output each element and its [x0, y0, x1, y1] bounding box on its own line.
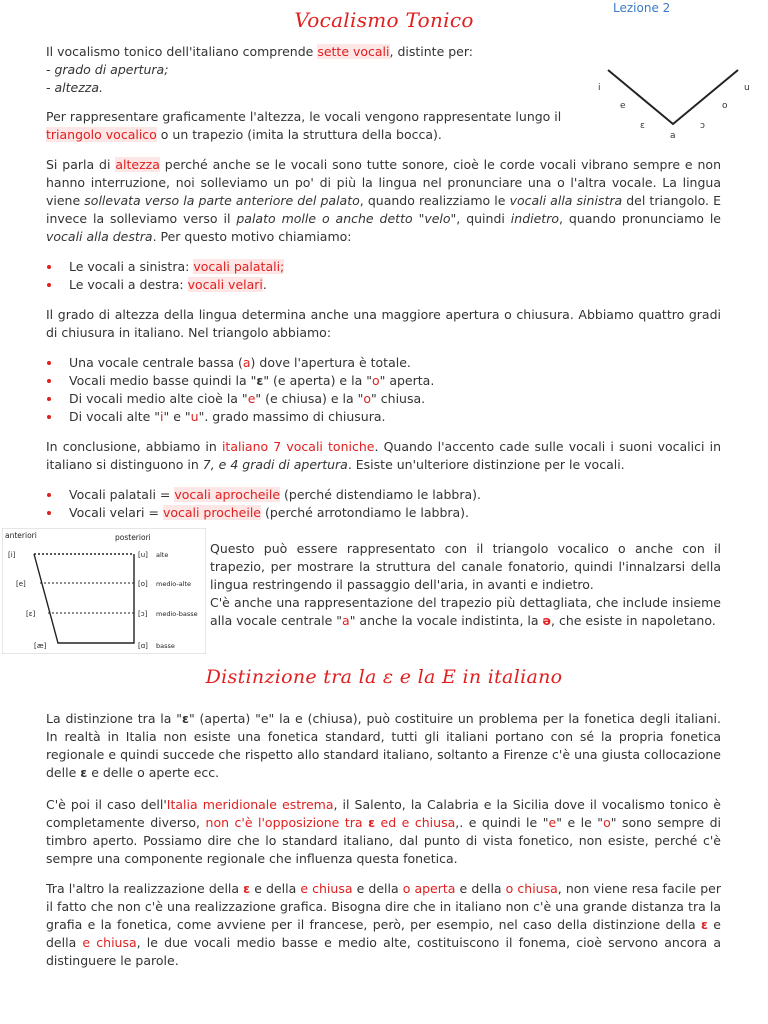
svg-text:[o]: [o] — [138, 580, 148, 588]
paragraph-conclusion: In conclusione, abbiamo in italiano 7 vocali toniche. Quando l'accento cade sulle vocali i suoni vocalici in italiano si distinguono in 7, e 4 gradi di apertura. Esiste un'ulteriore distinzione per le vocali. — [46, 439, 721, 472]
list-item: Le vocali a sinistra: vocali palatali; — [46, 258, 646, 276]
list-item: Vocali medio basse quindi la "ɛ" (e aperta) e la "o" aperta. — [46, 372, 686, 390]
bullet-list-lips — [46, 486, 686, 522]
list-item: Vocali palatali = vocali aprocheile (perché distendiamo le labbra). — [46, 486, 686, 504]
vowel-label: a — [670, 131, 676, 140]
vowel-label: ɛ — [640, 121, 645, 131]
paragraph-altezza: Si parla di altezza perché anche se le vocali sono tutte sonore, cioè le corde vocali vibrano sempre e non hanno interruzione, noi solleviamo un po' di più la lingua nel pronunciare una o l'altra vocale. La lingua viene sollevata verso la parte anteriore del palato, quando realizziamo le vocali alla sinistra del triangolo. E invece la solleviamo verso il palato molle o anche detto "velo", quindi indietro, quando pronunciamo le vocali alla destra. Per questo motivo chiamiamo: — [46, 157, 721, 244]
label-anteriori: anteriori — [5, 531, 37, 540]
svg-text:[ɛ]: [ɛ] — [26, 610, 36, 618]
section-title: Distinzione tra la ɛ e la E in italiano — [205, 666, 563, 688]
page-title: Vocalismo Tonico — [294, 8, 474, 32]
list-item: Vocali velari = vocali procheile (perché arrotondiamo le labbra). — [46, 504, 686, 522]
svg-text:basse: basse — [156, 642, 175, 650]
list-item: Una vocale centrale bassa (a) dove l'apertura è totale. — [46, 354, 686, 372]
svg-text:[u]: [u] — [138, 551, 148, 559]
vowel-label: u — [744, 83, 750, 93]
bullet-list-position — [46, 258, 646, 294]
paragraph-distinzione-3: Tra l'altro la realizzazione della ɛ e della e chiusa e della o aperta e della o chiusa, non viene resa facile per il fatto che non c'è una realizzazione grafica. Bisogna dire che in italiano non c'è una grande distanza tra la grafia e la fonetica, come avviene per il francese, però, per esempio, nel caso della distinzione della ɛ e della e chiusa, le due vocali medio basse e medio alte, costituiscono il fonema, cioè servono ancora a distinguere le parole. — [46, 881, 721, 968]
svg-text:alte: alte — [156, 551, 169, 559]
svg-text:medio-alte: medio-alte — [156, 580, 192, 588]
vowel-label: i — [598, 83, 601, 93]
svg-text:[i]: [i] — [8, 551, 16, 559]
vowel-label: o — [722, 101, 728, 111]
highlight-altezza: altezza — [115, 157, 160, 172]
paragraph-distinzione-2: C'è poi il caso dell'Italia meridionale estrema, il Salento, la Calabria e la Sicilia dove il vocalismo tonico è completamente diverso, non c'è l'opposizione tra ɛ ed e chiusa,. e quindi le "e" e le "o" sono sempre di timbro aperto. Possiamo dire che lo standard italiano, dal punto di vista fonetico, non esiste, perché c'è sempre una componente regionale che influenza questa fonetica. — [46, 797, 721, 866]
bullet-list-degrees — [46, 354, 686, 426]
list-item: Di vocali alte "i" e "u". grado massimo di chiusura. — [46, 408, 686, 426]
vowel-trapezoid-diagram — [2, 528, 206, 654]
vowel-triangle-diagram — [592, 60, 760, 140]
label-posteriori: posteriori — [115, 533, 151, 542]
highlight-sette-vocali: sette vocali — [317, 44, 390, 59]
svg-text:medio-basse: medio-basse — [156, 610, 198, 618]
vowel-label: ɔ — [700, 121, 705, 131]
svg-text:[æ]: [æ] — [34, 642, 47, 650]
svg-text:[e]: [e] — [16, 580, 26, 588]
svg-text:[ɔ]: [ɔ] — [138, 610, 148, 618]
intro-paragraph: Il vocalismo tonico dell'italiano comprende sette vocali, distinte per: - grado di apertura; - altezza. — [46, 44, 473, 95]
highlight-triangolo: triangolo vocalico — [46, 127, 157, 142]
svg-text:[ɑ]: [ɑ] — [138, 642, 148, 650]
vowel-label: e — [620, 101, 626, 111]
paragraph-trapezio: Questo può essere rappresentato con il triangolo vocalico o anche con il trapezio, per mostrare la struttura del canale fonatorio, quindi l'innalzarsi della lingua restringendo il passaggio dell'aria, in avanti e indietro. C'è anche una rappresentazione del trapezio più dettagliata, che include insieme alla vocale centrale "a" anche la vocale indistinta, la ə, che esiste in napoletano. — [210, 541, 721, 628]
paragraph-grado: Il grado di altezza della lingua determina anche una maggiore apertura o chiusura. Abbiamo quattro gradi di chiusura in italiano. Nel triangolo abbiamo: — [46, 307, 721, 340]
lesson-label: Lezione 2 — [613, 1, 671, 15]
paragraph-distinzione-1: La distinzione tra la "ɛ" (aperta) "e" la e (chiusa), può costituire un problema per la fonetica degli italiani. In realtà in Italia non esiste una fonetica standard, tutti gli italiani portano con sé la propria fonetica regionale e quindi succede che rispetto allo standard italiano, soltanto a Firenze c'è una giusta collocazione delle ɛ e delle o aperte ecc. — [46, 711, 721, 780]
list-item: Le vocali a destra: vocali velari. — [46, 276, 646, 294]
paragraph-triangle: Per rappresentare graficamente l'altezza, le vocali vengono rappresentate lungo il triangolo vocalico o un trapezio (imita la struttura della bocca). — [46, 109, 562, 142]
intro-list-item: - grado di apertura; — [46, 62, 169, 77]
intro-list-item: - altezza. — [46, 80, 103, 95]
list-item: Di vocali medio alte cioè la "e" (e chiusa) e la "o" chiusa. — [46, 390, 686, 408]
